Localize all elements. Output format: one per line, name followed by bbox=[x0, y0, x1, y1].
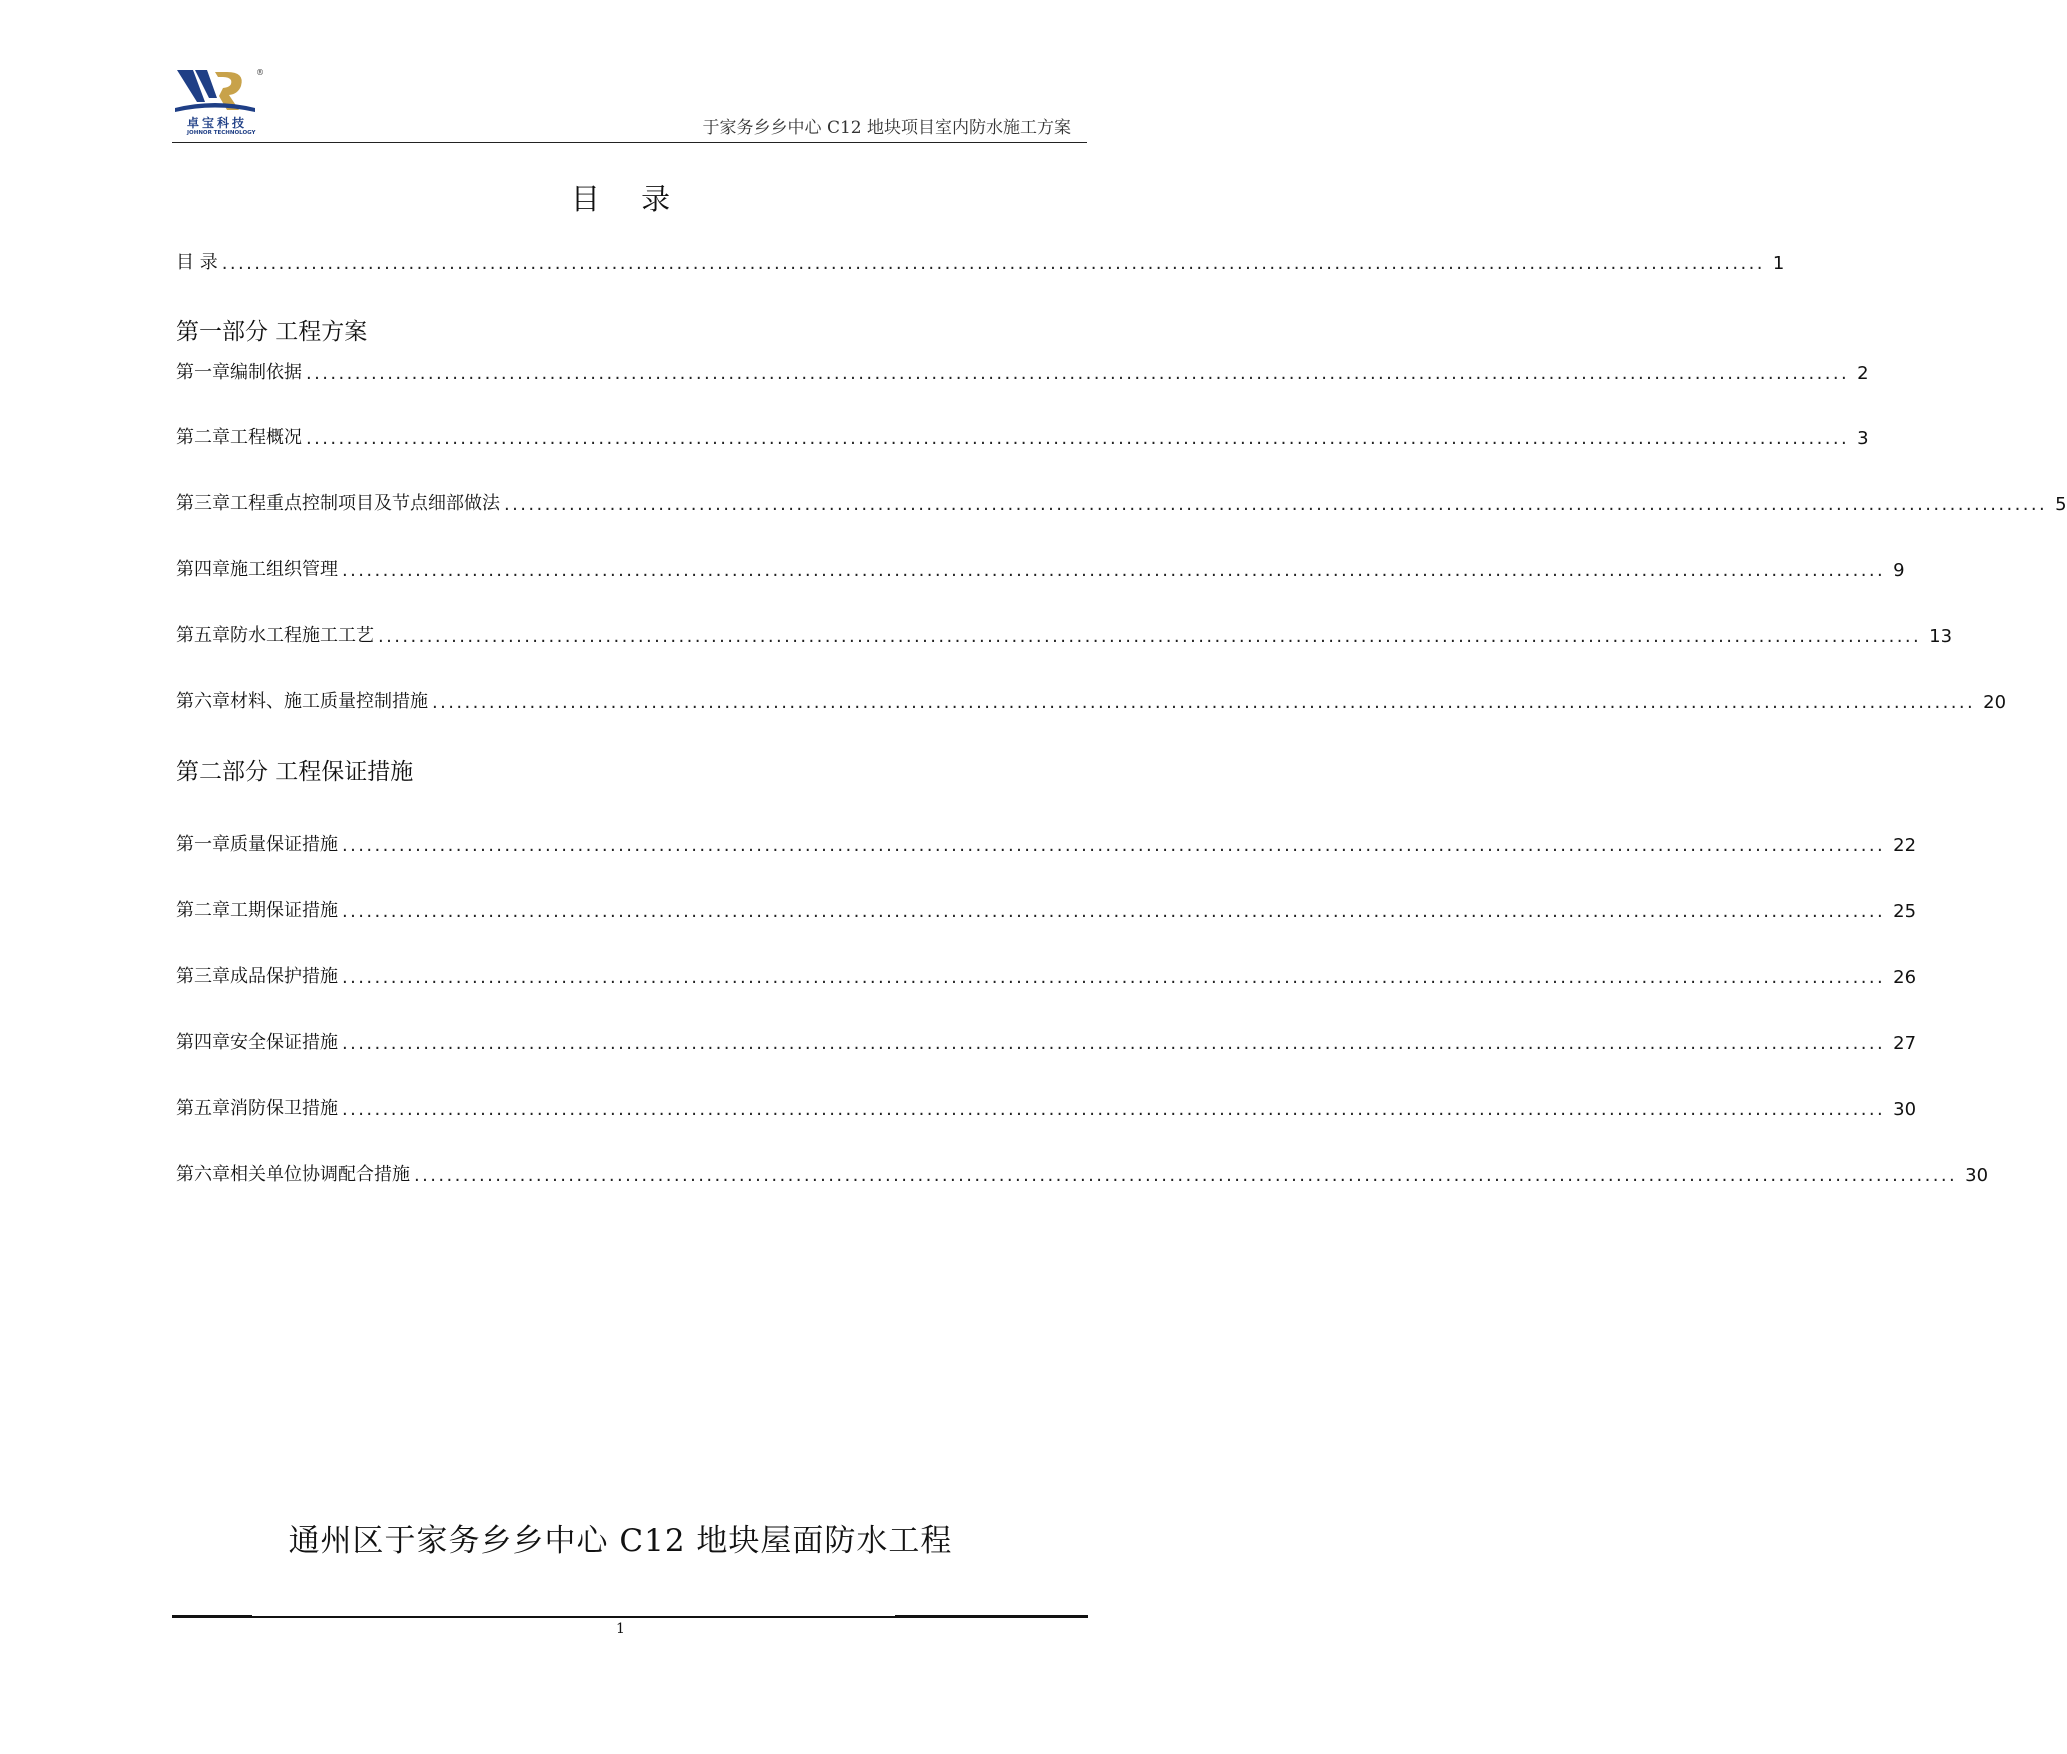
toc-leader-dots: .............................................................................................................................................................................................. bbox=[342, 1033, 1886, 1054]
toc-page-number: 26 bbox=[1893, 967, 1917, 988]
part-heading-1: 第一部分 工程方案 bbox=[176, 319, 368, 345]
toc-page-number: 5 bbox=[2055, 494, 2067, 515]
chapter-title: 工期保证措施 bbox=[230, 900, 338, 921]
footer-divider-accent-right bbox=[895, 1615, 1088, 1618]
chapter-title: 成品保护措施 bbox=[230, 966, 338, 987]
toc-page-number: 30 bbox=[1965, 1165, 1989, 1186]
toc-leader-dots: .............................................................................................................................................................................................. bbox=[306, 428, 1850, 449]
toc-leader-dots: .............................................................................................................................................................................................. bbox=[414, 1165, 1958, 1186]
company-logo bbox=[175, 68, 275, 142]
chapter-number: 第三章 bbox=[176, 493, 230, 514]
toc-leader-dots: .............................................................................................................................................................................................. bbox=[378, 626, 1922, 647]
project-title: 通州区于家务乡乡中心 C12 地块屋面防水工程 bbox=[288, 1523, 953, 1559]
toc-leader-dots: .............................................................................................................................................................................................. bbox=[306, 363, 1850, 384]
toc-page-number: 27 bbox=[1893, 1033, 1917, 1054]
page-number: 1 bbox=[616, 1621, 625, 1637]
chapter-title: 编制依据 bbox=[230, 362, 302, 383]
chapter-title: 消防保卫措施 bbox=[230, 1098, 338, 1119]
chapter-title: 施工组织管理 bbox=[230, 559, 338, 580]
toc-page-number: 1 bbox=[1772, 253, 1785, 274]
footer-divider-accent-left bbox=[172, 1615, 252, 1618]
chapter-number: 第四章 bbox=[176, 559, 230, 580]
toc-chapter-2-1[interactable] bbox=[176, 828, 1917, 856]
toc-page-number: 25 bbox=[1893, 901, 1917, 922]
toc-leader-dots: .............................................................................................................................................................................................. bbox=[221, 253, 1765, 274]
toc-chapter-2-3[interactable] bbox=[176, 960, 1917, 988]
toc-leader-dots: .............................................................................................................................................................................................. bbox=[342, 1099, 1886, 1120]
toc-page-number: 30 bbox=[1893, 1099, 1917, 1120]
part-heading-2: 第二部分 工程保证措施 bbox=[176, 759, 414, 785]
toc-page-number: 2 bbox=[1857, 363, 1869, 384]
toc-entry-contents[interactable] bbox=[176, 246, 1785, 274]
chapter-title: 防水工程施工工艺 bbox=[230, 625, 374, 646]
chapter-number: 第一章 bbox=[176, 362, 230, 383]
logo-name-en: JOHNOR TECHNOLOGY bbox=[187, 130, 256, 136]
chapter-title: 工程重点控制项目及节点细部做法 bbox=[230, 493, 500, 514]
chapter-number: 第六章 bbox=[176, 1164, 230, 1185]
toc-leader-dots: .............................................................................................................................................................................................. bbox=[504, 494, 2048, 515]
chapter-number: 第一章 bbox=[176, 834, 230, 855]
chapter-number: 第二章 bbox=[176, 900, 230, 921]
toc-leader-dots: .............................................................................................................................................................................................. bbox=[342, 967, 1886, 988]
toc-chapter-1-3[interactable] bbox=[176, 487, 2067, 515]
toc-entry-label: 目 录 bbox=[176, 252, 218, 273]
toc-page-number: 13 bbox=[1929, 626, 1953, 647]
toc-leader-dots: .............................................................................................................................................................................................. bbox=[342, 835, 1886, 856]
toc-leader-dots: .............................................................................................................................................................................................. bbox=[342, 560, 1886, 581]
chapter-title: 相关单位协调配合措施 bbox=[230, 1164, 410, 1185]
header-title: 于家务乡乡中心 C12 地块项目室内防水施工方案 bbox=[702, 118, 1071, 138]
chapter-number: 第三章 bbox=[176, 966, 230, 987]
chapter-number: 第二章 bbox=[176, 427, 230, 448]
chapter-title: 安全保证措施 bbox=[230, 1032, 338, 1053]
chapter-title: 质量保证措施 bbox=[230, 834, 338, 855]
logo-name-cn: 卓宝科技 bbox=[187, 116, 248, 130]
chapter-number: 第六章 bbox=[176, 691, 230, 712]
chapter-number: 第五章 bbox=[176, 1098, 230, 1119]
toc-chapter-1-6[interactable] bbox=[176, 685, 2007, 713]
toc-title: 目 录 bbox=[570, 182, 687, 216]
toc-chapter-1-4[interactable] bbox=[176, 553, 1905, 581]
toc-leader-dots: .............................................................................................................................................................................................. bbox=[432, 692, 1976, 713]
chapter-title: 材料、施工质量控制措施 bbox=[230, 691, 428, 712]
toc-chapter-2-4[interactable] bbox=[176, 1026, 1917, 1054]
chapter-number: 第五章 bbox=[176, 625, 230, 646]
toc-page-number: 9 bbox=[1893, 560, 1905, 581]
registered-mark: ® bbox=[256, 68, 264, 77]
chapter-number: 第四章 bbox=[176, 1032, 230, 1053]
logo-mark-icon bbox=[175, 68, 257, 114]
toc-page-number: 22 bbox=[1893, 835, 1917, 856]
toc-page-number: 20 bbox=[1983, 692, 2007, 713]
toc-chapter-1-1[interactable] bbox=[176, 356, 1869, 384]
toc-chapter-1-2[interactable] bbox=[176, 421, 1869, 449]
toc-chapter-2-5[interactable] bbox=[176, 1092, 1917, 1120]
toc-page-number: 3 bbox=[1857, 428, 1869, 449]
chapter-title: 工程概况 bbox=[230, 427, 302, 448]
toc-chapter-2-6[interactable] bbox=[176, 1158, 1989, 1186]
toc-leader-dots: .............................................................................................................................................................................................. bbox=[342, 901, 1886, 922]
header-divider bbox=[172, 142, 1087, 143]
toc-chapter-1-5[interactable] bbox=[176, 619, 1953, 647]
toc-chapter-2-2[interactable] bbox=[176, 894, 1917, 922]
